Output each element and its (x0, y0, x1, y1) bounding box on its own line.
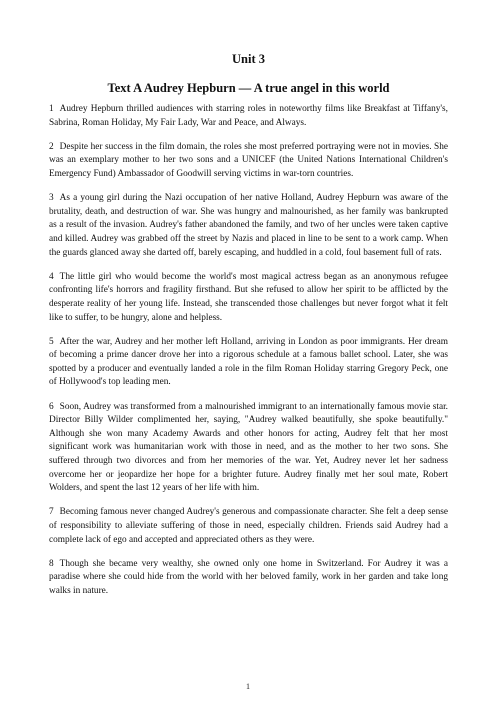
paragraph-number: 5 (49, 336, 54, 347)
paragraph (49, 141, 448, 182)
paragraph (49, 271, 448, 325)
paragraph-text: After the war, Audrey and her mother left Holland, arriving in London as poor immigrants. Her dream of becoming a prime dancer drove her into a rigorous schedule at a famous ballet school. Later, she was spotted by a producer and eventually landed a role in the film Roman Holiday starring Gregory Peck, one of Hollywood's top leading men. (49, 336, 448, 388)
paragraph-number: 3 (49, 193, 54, 204)
paragraph (49, 192, 448, 260)
paragraph-number: 6 (49, 401, 54, 412)
paragraph-number: 2 (49, 141, 54, 152)
paragraph-text: Despite her success in the film domain, the roles she most preferred portraying were not in movies. She was an exemplary mother to her two sons and a UNICEF (the United Nations International Children's Emergency Fund) Ambassador of Goodwill serving victims in war-torn countries. (49, 141, 448, 179)
unit-heading: Unit 3 (232, 52, 265, 66)
paragraph (49, 336, 448, 390)
paragraph-number: 8 (49, 558, 54, 569)
paragraph-number: 4 (49, 271, 54, 282)
paragraph-number: 7 (49, 507, 54, 518)
paragraph-text: Soon, Audrey was transformed from a malnourished immigrant to an internationally famous movie star. Director Billy Wilder complimented her, saying, "Audrey walked beautifully, she spoke beautifully." Although she won many Academy Awards and other honors for acting, Audrey felt that her most significant work was humanitarian work with those in need, and as the mother to her two sons. She suffered through two divorces and from her memories of the war. Yet, Audrey never let her sadness overcome her or jeopardize her hope for a brighter future. Audrey finally met her soul mate, Robert Wolders, and spent the last 12 years of her life with him. (49, 401, 448, 494)
paragraph-text: As a young girl during the Nazi occupation of her native Holland, Audrey Hepburn was aware of the brutality, death, and destruction of war. She was hungry and malnourished, as her family was bankrupted as a result of the invasion. Audrey's father abandoned the family, and two of her uncles were taken captive and killed. Audrey was grabbed off the street by Nazis and placed in line to be sent to a work camp. When the guards glanced away she darted off, barely escaping, and huddled in a cold, foul basement full of rats. (49, 193, 448, 258)
paragraph-text: Becoming famous never changed Audrey's generous and compassionate character. She felt a deep sense of responsibility to alleviate suffering of those in need, especially children. Friends said Audrey had a complete lack of ego and accepted and appreciated others as they were. (49, 507, 448, 545)
paragraph-number: 1 (49, 104, 54, 114)
paragraph (49, 103, 448, 130)
paragraph (49, 401, 448, 496)
page-number: 1 (246, 682, 250, 691)
paragraph-text: Though she became very wealthy, she owned only one home in Switzerland. For Audrey it was a paradise where she could hide from the world with her beloved family, work in her garden and take long walks in nature. (49, 558, 448, 596)
paragraph-list (49, 103, 448, 599)
paragraph (49, 558, 448, 599)
paragraph-text: The little girl who would become the world's most magical actress began as an anonymous refugee confronting life's horrors and fragility firsthand. But she refused to allow her spirit to be afflicted by the desperate reality of her young life. Instead, she transcended those challenges but never forgot what it felt like to suffer, to be hungry, alone and helpless. (49, 271, 448, 323)
text-title: Text A Audrey Hepburn — A true angel in this world (107, 81, 390, 95)
paragraph-text: Audrey Hepburn thrilled audiences with starring roles in noteworthy films like Breakfast at Tiffany's, Sabrina, Roman Holiday, My Fair Lady, War and Peace, and Always. (49, 104, 448, 128)
paragraph (49, 506, 448, 547)
